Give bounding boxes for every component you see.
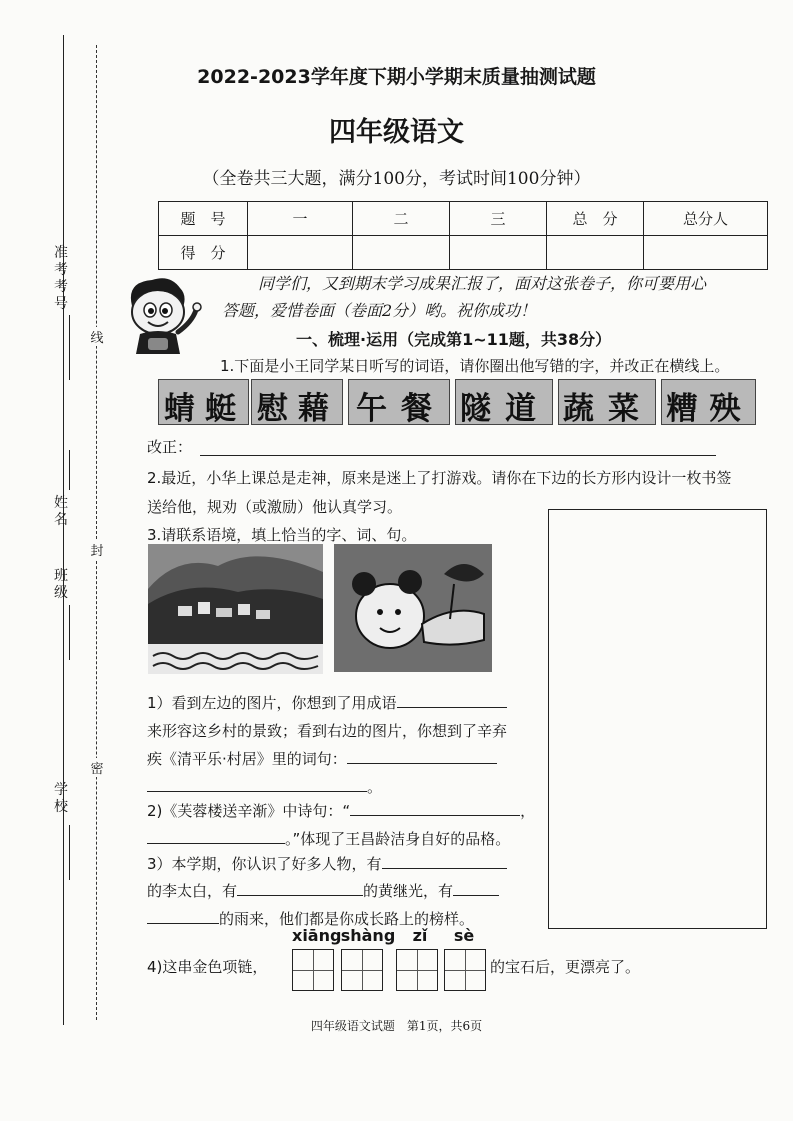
idiom-blank[interactable] <box>397 693 507 708</box>
poem-blank-2[interactable] <box>147 829 285 844</box>
word-6: 糟殃 <box>666 391 753 427</box>
intro-line-2: 答题，爱惜卷面（卷面2分）哟。祝你成功！ <box>222 301 537 320</box>
correction-label: 改正： <box>147 438 193 456</box>
word-4: 隧道 <box>460 391 550 427</box>
score-header-qno: 题 号 <box>159 202 248 236</box>
q3-heading: 3.请联系语境，填上恰当的字、词、句。 <box>147 526 417 544</box>
village-landscape-photo <box>148 544 323 674</box>
ci-verse-blank-1[interactable] <box>347 749 497 764</box>
q2-line-1: 2.最近，小华上课总是走神，原来是迷上了打游戏。请你在下边的长方形内设计一枚书签 <box>147 469 732 487</box>
exam-subtitle: 四年级语文 <box>329 117 464 148</box>
score-cell-1[interactable] <box>248 236 353 270</box>
pinyin-xiang: xiāng <box>292 926 342 945</box>
q3-3-text-1: 3）本学期，你认识了好多人物，有 <box>147 855 382 873</box>
q3-3-line-1 <box>147 853 507 874</box>
person-blank-3[interactable] <box>453 881 499 896</box>
period-mark: 。 <box>367 778 383 796</box>
q3-2-line-2 <box>147 828 510 849</box>
score-header-1: 一 <box>248 202 353 236</box>
cartoon-boy-mascot <box>118 276 210 356</box>
q3-4-prefix: 4)这串金色项链， <box>147 958 268 976</box>
tianzige-box-3[interactable] <box>396 949 438 991</box>
q3-3-text-2a: 的李太白，有 <box>147 882 238 900</box>
pinyin-shang: shàng <box>340 926 396 945</box>
name-label: 姓名 <box>54 495 68 528</box>
score-cell-total[interactable] <box>547 236 644 270</box>
word-2: 慰藉 <box>257 391 339 427</box>
q1-instruction: 1.下面是小王同学某日听写的词语，请你圈出他写错的字，并改正在横线上。 <box>220 357 730 375</box>
word-tile-6 <box>661 379 756 425</box>
word-1: 蜻蜓 <box>164 391 246 427</box>
word-tile-5 <box>558 379 656 425</box>
word-tile-3 <box>348 379 450 425</box>
seal-xian: 线 <box>89 327 105 346</box>
score-cell-2[interactable] <box>353 236 450 270</box>
person-blank-2[interactable] <box>237 881 363 896</box>
school-field[interactable] <box>69 825 70 880</box>
correction-line[interactable] <box>200 455 716 456</box>
q3-2-text-2: 。”体现了王昌龄洁身自好的品格。 <box>285 830 511 848</box>
section-1-heading: 一、梳理·运用（完成第1~11题，共38分） <box>296 330 612 349</box>
score-cell-grader[interactable] <box>644 236 768 270</box>
q3-1-line-4 <box>147 776 382 797</box>
class-label: 班级 <box>54 568 68 601</box>
seal-feng: 封 <box>89 540 105 559</box>
q3-3-text-2b: 的黄继光，有 <box>363 882 454 900</box>
score-header-3: 三 <box>450 202 547 236</box>
q3-2-text-1: 2)《芙蓉楼送辛渐》中诗句：“ <box>147 802 351 820</box>
score-header-total: 总 分 <box>547 202 644 236</box>
q3-1-line-1 <box>147 692 507 713</box>
exam-number-field[interactable] <box>69 315 70 380</box>
q3-1-line-2: 来形容这乡村的景致；看到右边的图片，你想到了辛弃 <box>147 722 508 740</box>
exam-note: （全卷共三大题，满分100分，考试时间100分钟） <box>202 169 591 189</box>
q3-4-suffix: 的宝石后，更漂亮了。 <box>490 958 641 976</box>
pinyin-se: sè <box>453 926 475 945</box>
word-tile-2 <box>251 379 343 425</box>
score-row-label: 得 分 <box>159 236 248 270</box>
margin-dashed-line <box>96 45 97 1020</box>
word-5: 蔬菜 <box>563 391 653 427</box>
bookmark-design-box[interactable] <box>548 509 767 929</box>
exam-number-label: 准考考号 <box>54 245 68 312</box>
score-header-2: 二 <box>353 202 450 236</box>
intro-line-1: 同学们，又到期末学习成果汇报了，面对这张卷子，你可要用心 <box>258 274 707 293</box>
tianzige-box-2[interactable] <box>341 949 383 991</box>
page-footer: 四年级语文试题 第1页，共6页 <box>310 1019 483 1033</box>
word-tile-1 <box>158 379 249 425</box>
word-tile-4 <box>455 379 553 425</box>
person-blank-1[interactable] <box>382 854 507 869</box>
person-blank-4[interactable] <box>147 909 219 924</box>
ci-verse-blank-2[interactable] <box>147 777 367 792</box>
child-peeling-lotus-drawing <box>334 544 492 672</box>
q3-1-text-3: 疾《清平乐·村居》里的词句： <box>147 750 347 768</box>
poem-blank-1[interactable] <box>350 801 520 816</box>
tianzige-box-4[interactable] <box>444 949 486 991</box>
q3-2-line-1 <box>147 800 535 821</box>
score-cell-3[interactable] <box>450 236 547 270</box>
seal-mi: 密 <box>89 758 105 777</box>
q3-1-text-1: 1）看到左边的图片，你想到了用成语 <box>147 694 397 712</box>
class-field[interactable] <box>69 605 70 660</box>
score-table <box>158 201 768 270</box>
q3-1-line-3 <box>147 748 497 769</box>
name-field[interactable] <box>69 450 70 490</box>
exam-title: 2022-2023学年度下期小学期末质量抽测试题 <box>197 66 596 88</box>
pinyin-zi: zǐ <box>412 926 428 945</box>
word-3: 午餐 <box>356 391 446 427</box>
comma-mark: ， <box>520 802 536 820</box>
school-label: 学校 <box>54 782 68 815</box>
q3-3-line-2 <box>147 880 499 901</box>
q3-3-text-3: 的雨来，他们都是你成长路上的榜样。 <box>219 910 475 928</box>
tianzige-box-1[interactable] <box>292 949 334 991</box>
q2-line-2: 送给他，规劝（或激励）他认真学习。 <box>147 498 403 516</box>
score-header-grader: 总分人 <box>644 202 768 236</box>
